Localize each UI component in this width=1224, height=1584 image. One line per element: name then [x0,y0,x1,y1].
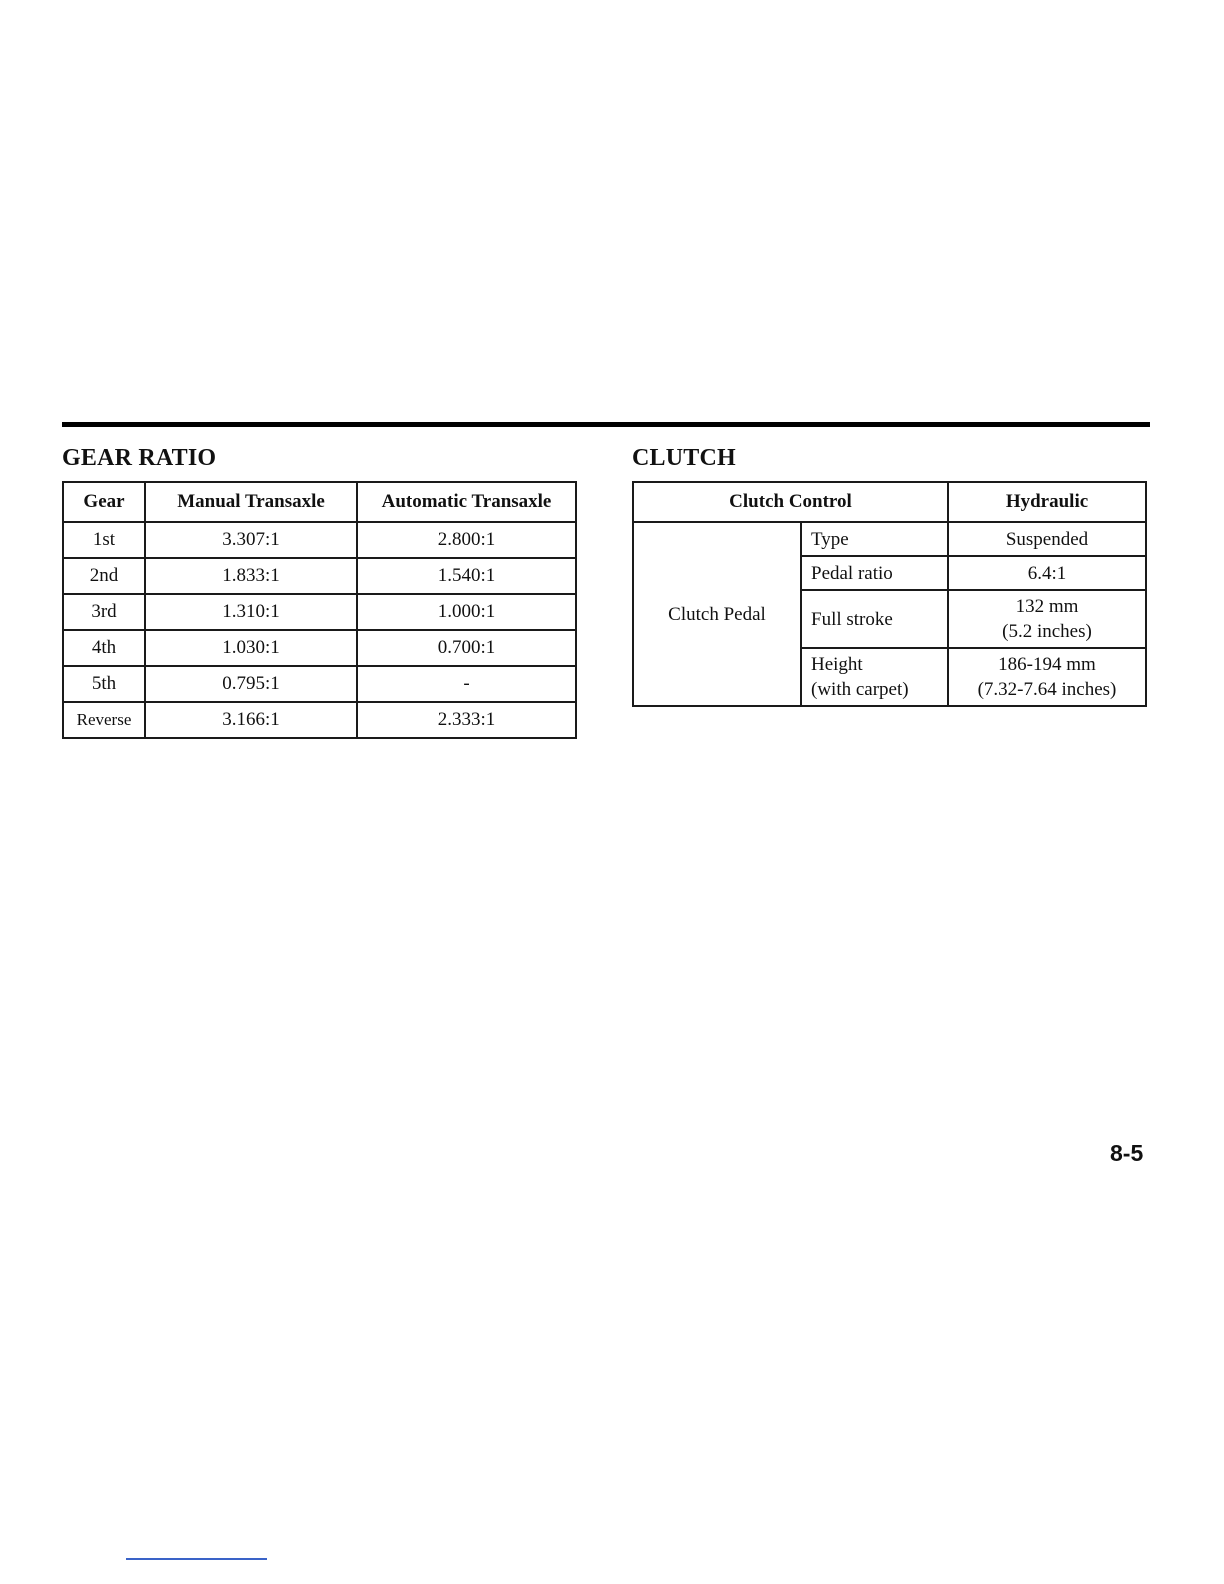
table-row [63,594,576,630]
spec-label-line: (with carpet) [811,679,909,700]
table-row [63,630,576,666]
gear-cell: 4th [63,630,145,666]
column-header-manual: Manual Transaxle [145,482,357,522]
column-header-automatic: Automatic Transaxle [357,482,576,522]
spec-value-line: 186-194 mm [998,654,1096,675]
page-number: 8-5 [1110,1140,1144,1166]
spec-value: Suspended [948,522,1146,556]
manual-ratio-cell: 1.310:1 [145,594,357,630]
section-divider [62,422,1150,427]
spec-value [948,648,1146,706]
manual-ratio-cell: 3.166:1 [145,702,357,738]
column-header-gear: Gear [63,482,145,522]
automatic-ratio-cell: 2.800:1 [357,522,576,558]
hydraulic-header: Hydraulic [948,482,1146,522]
spec-label: Type [801,522,948,556]
gear-cell: Reverse [63,702,145,738]
gear-ratio-title: GEAR RATIO [62,445,217,471]
spec-value: 6.4:1 [948,556,1146,590]
spec-value-line: 132 mm [1015,596,1079,617]
table-row [633,522,1146,556]
automatic-ratio-cell: - [357,666,576,702]
manual-ratio-cell: 0.795:1 [145,666,357,702]
clutch-pedal-label: Clutch Pedal [633,522,801,706]
automatic-ratio-cell: 1.540:1 [357,558,576,594]
spec-label [801,648,948,706]
spec-value [948,590,1146,648]
table-row [63,522,576,558]
automatic-ratio-cell: 0.700:1 [357,630,576,666]
gear-cell: 1st [63,522,145,558]
clutch-title: CLUTCH [632,445,736,471]
spec-label: Full stroke [801,590,948,648]
clutch-control-header: Clutch Control [633,482,948,522]
manual-ratio-cell: 1.030:1 [145,630,357,666]
automatic-ratio-cell: 2.333:1 [357,702,576,738]
table-row [63,666,576,702]
manual-ratio-cell: 3.307:1 [145,522,357,558]
gear-cell: 2nd [63,558,145,594]
table-header-row [63,482,576,522]
table-header-row [633,482,1146,522]
automatic-ratio-cell: 1.000:1 [357,594,576,630]
spec-label: Pedal ratio [801,556,948,590]
gear-cell: 5th [63,666,145,702]
footer-rule [126,1558,267,1560]
table-row [63,558,576,594]
clutch-table [632,481,1147,707]
gear-ratio-table [62,481,577,739]
spec-value-line: (7.32-7.64 inches) [977,679,1117,700]
manual-ratio-cell: 1.833:1 [145,558,357,594]
spec-value-line: (5.2 inches) [1002,621,1092,642]
table-row [63,702,576,738]
gear-cell: 3rd [63,594,145,630]
spec-label-line: Height [811,654,863,675]
